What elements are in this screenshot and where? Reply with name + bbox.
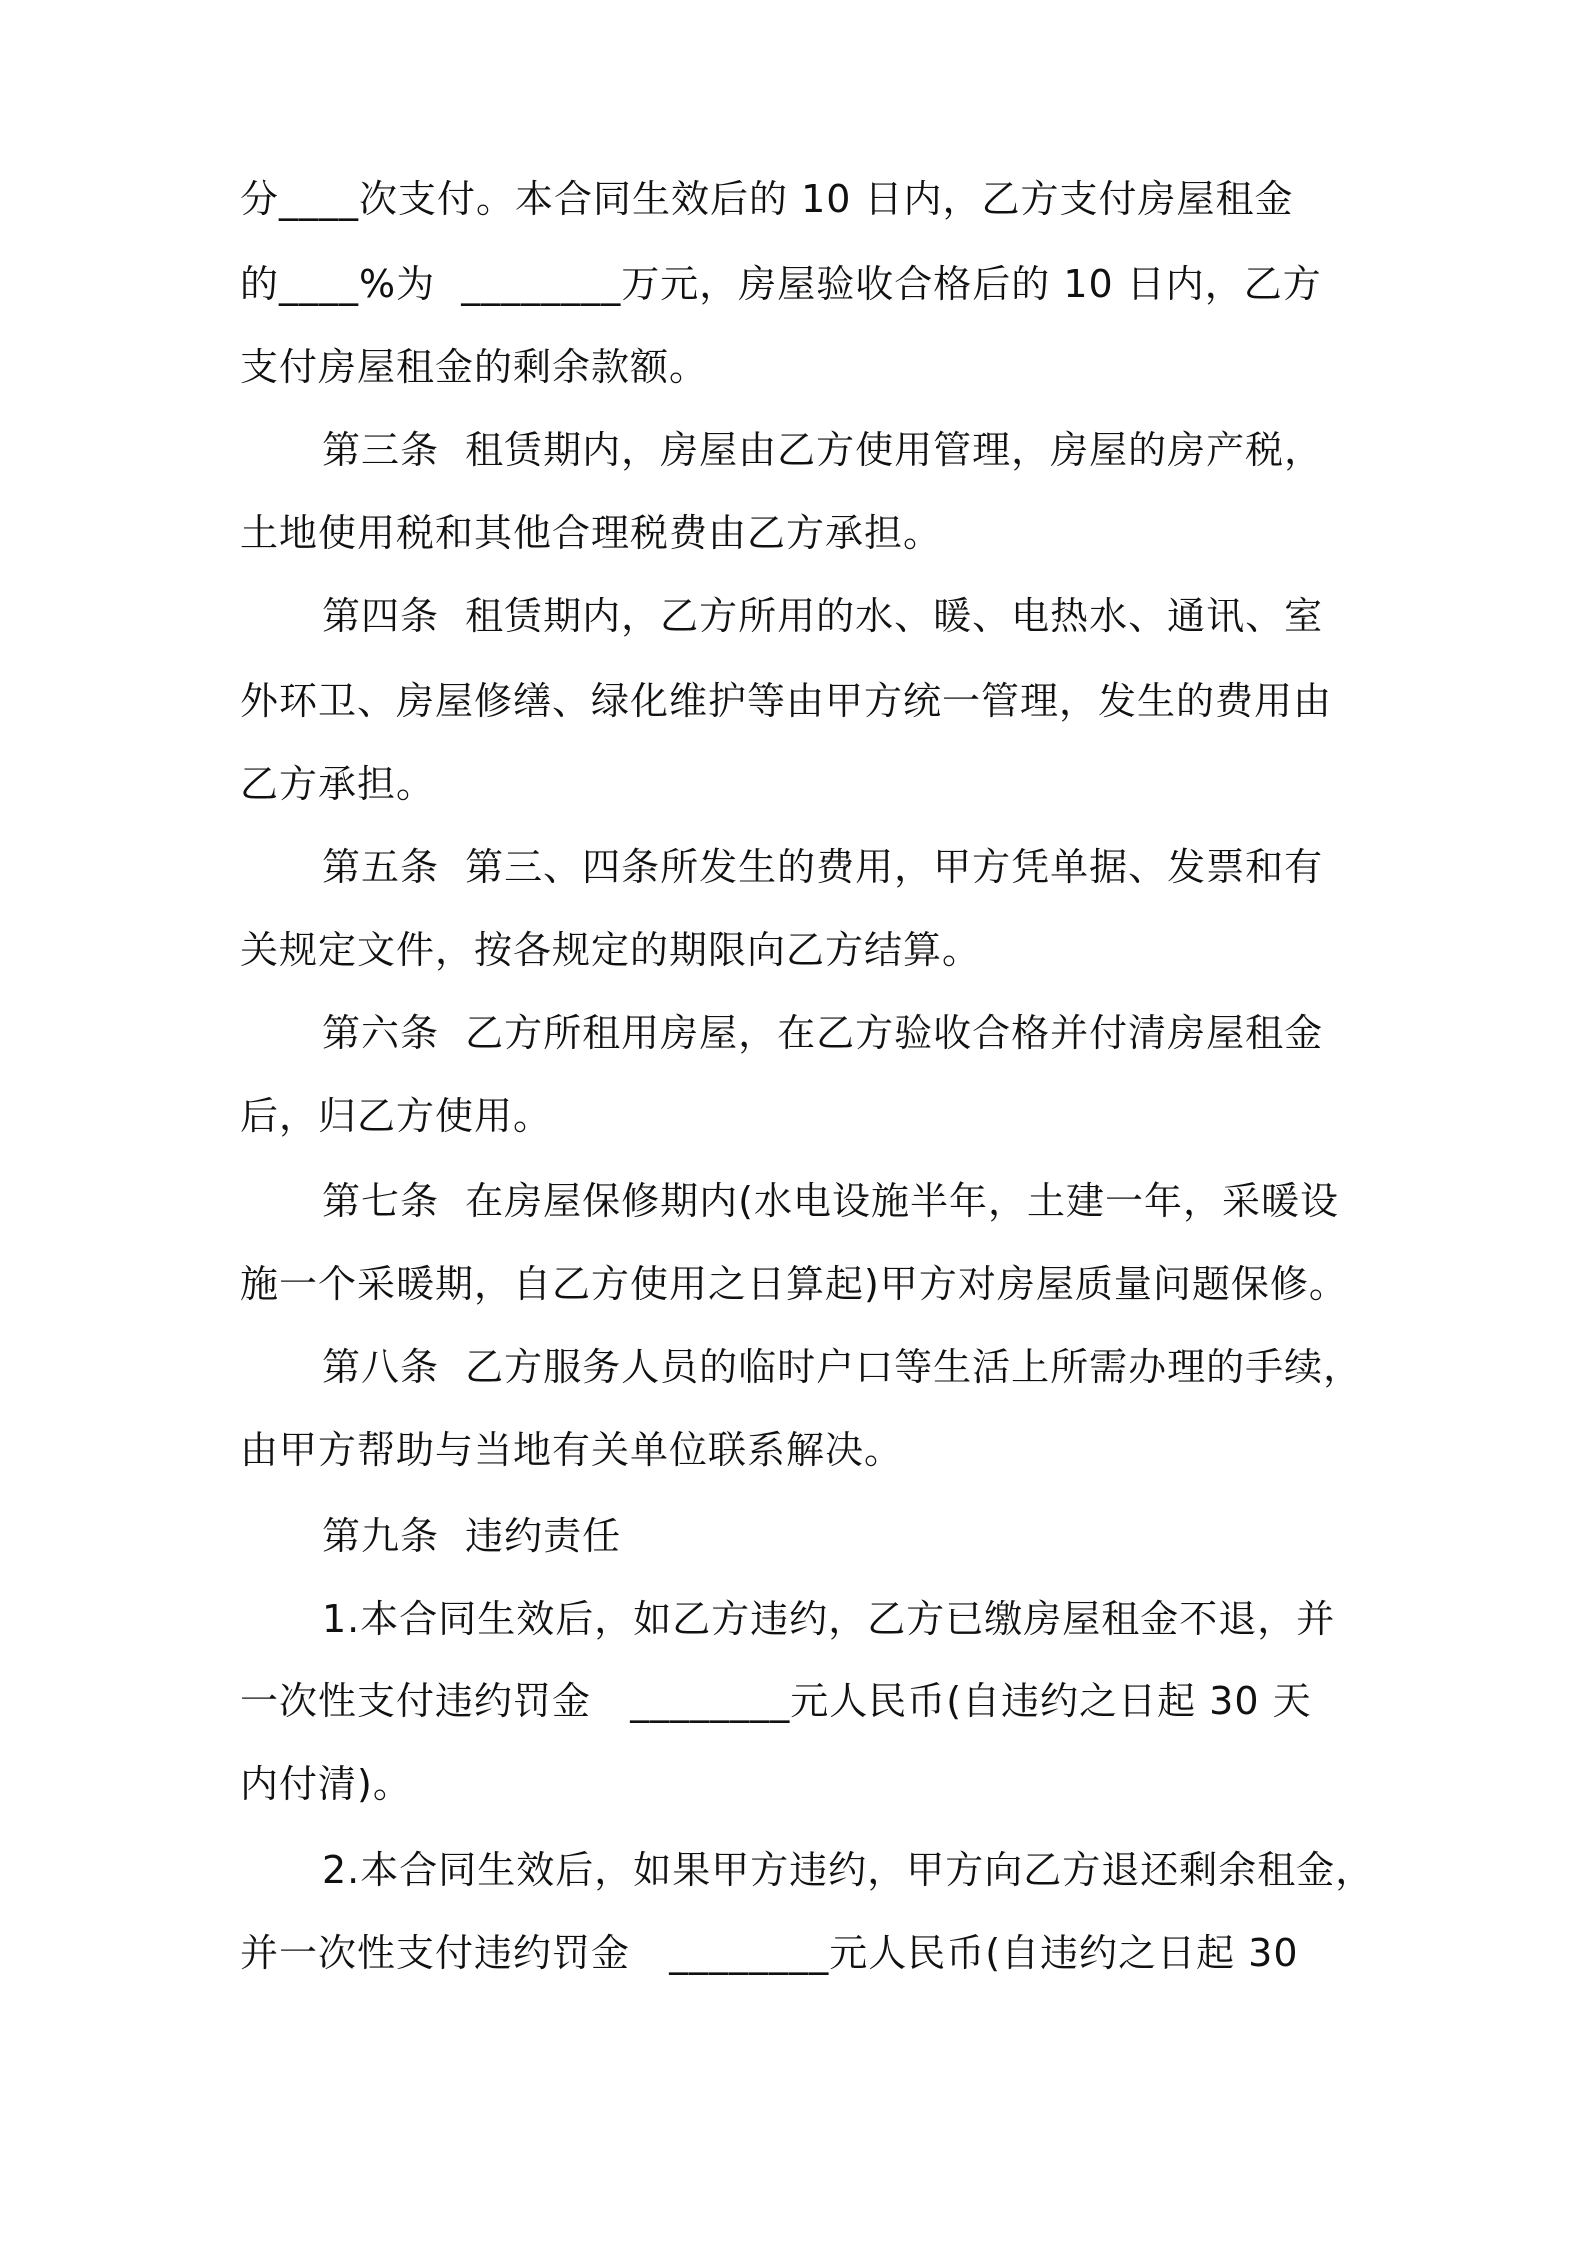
paragraph-line: 由甲方帮助与当地有关单位联系解决。 — [240, 1428, 904, 1473]
paragraph-line: 内付清)。 — [240, 1762, 412, 1807]
paragraph-first-line: 第七条 在房屋保修期内(水电设施半年，土建一年，采暖设 — [322, 1179, 1339, 1224]
paragraph-first-line: 第三条 租赁期内，房屋由乙方使用管理，房屋的房产税， — [322, 428, 1324, 472]
paragraph-line: 施一个采暖期，自乙方使用之日算起)甲方对房屋质量问题保修。 — [240, 1262, 1348, 1307]
paragraph-line: 乙方承担。 — [240, 762, 436, 807]
paragraph-line: 一次性支付违约罚金 ________元人民币(自违约之日起 30 天 — [240, 1679, 1312, 1724]
paragraph-line: 后，归乙方使用。 — [240, 1093, 553, 1138]
paragraph-first-line: 2.本合同生效后，如果甲方违约，甲方向乙方退还剩余租金， — [322, 1848, 1375, 1893]
paragraph-line: 分____次支付。本合同生效后的 10 日内，乙方支付房屋租金 — [240, 176, 1294, 221]
paragraph-first-line: 1.本合同生效后，如乙方违约，乙方已缴房屋租金不退，并 — [322, 1596, 1336, 1641]
paragraph-line: 外环卫、房屋修缮、绿化维护等由甲方统一管理，发生的费用由 — [240, 679, 1333, 724]
paragraph-first-line: 第九条 违约责任 — [322, 1513, 622, 1558]
paragraph-line: 并一次性支付违约罚金 ________元人民币(自违约之日起 30 — [240, 1930, 1299, 1975]
paragraph-first-line: 第五条 第三、四条所发生的费用，甲方凭单据、发票和有 — [322, 845, 1324, 890]
paragraph-first-line: 第八条 乙方服务人员的临时户口等生活上所需办理的手续， — [322, 1345, 1363, 1390]
paragraph-line: 支付房屋租金的剩余款额。 — [240, 345, 709, 390]
paragraph-line: 土地使用税和其他合理税费由乙方承担。 — [240, 510, 943, 555]
paragraph-first-line: 第四条 租赁期内，乙方所用的水、暖、电热水、通讯、室 — [322, 593, 1324, 638]
paragraph-line: 的____%为 ________万元，房屋验收合格后的 10 日内，乙方 — [240, 262, 1322, 307]
paragraph-line: 关规定文件，按各规定的期限向乙方结算。 — [240, 928, 982, 973]
paragraph-first-line: 第六条 乙方所租用房屋，在乙方验收合格并付清房屋租金 — [322, 1010, 1324, 1055]
